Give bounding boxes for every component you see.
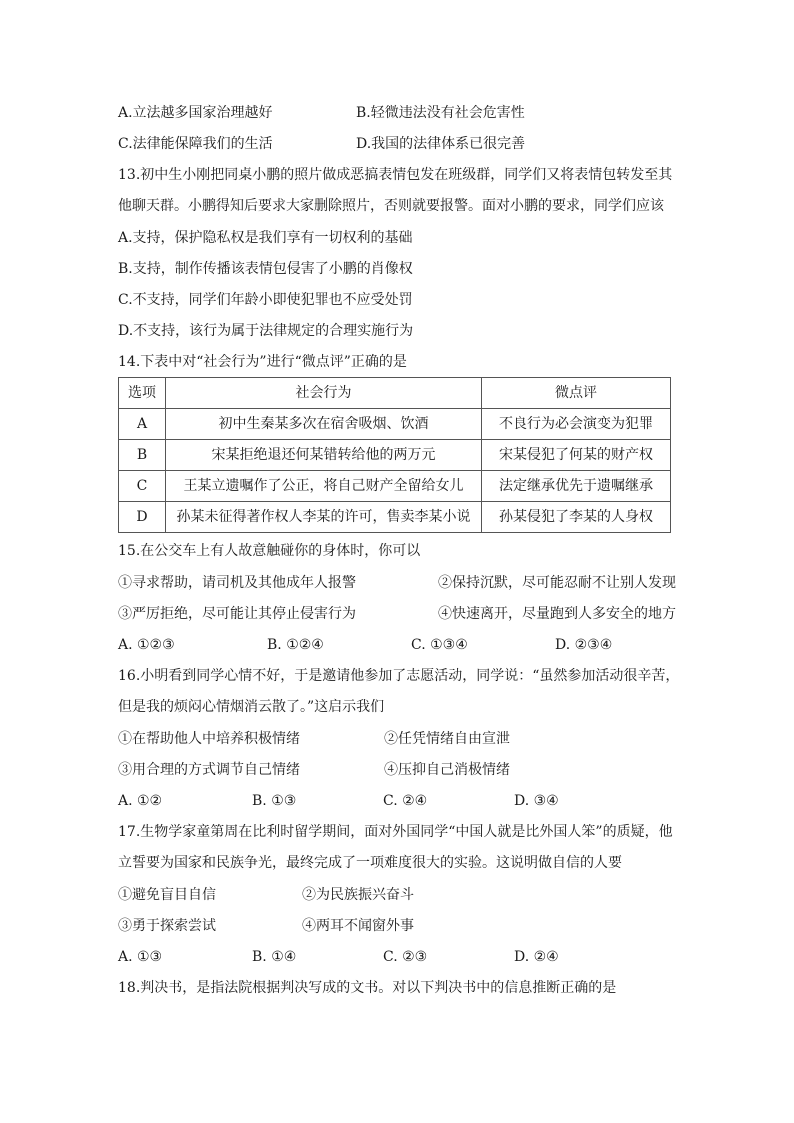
q15-stem: 15.在公交车上有人故意触碰你的身体时，你可以 xyxy=(118,543,421,559)
q17-stem-line1: 17.生物学家童第周在比利时留学期间，面对外国同学“中国人就是比外国人笨”的质疑，他 xyxy=(118,824,673,840)
q17-item-3: ③勇于探索尝试 xyxy=(118,918,216,934)
q12-option-a: A.立法越多国家治理越好 xyxy=(118,105,273,121)
table-row xyxy=(119,409,671,440)
table-row xyxy=(119,502,671,533)
q16-item-4: ④压抑自己消极情绪 xyxy=(384,762,510,778)
table-row xyxy=(119,471,671,502)
q15-item-3: ③严厉拒绝，尽可能让其停止侵害行为 xyxy=(118,606,356,622)
q18-stem: 18.判决书，是指法院根据判决写成的文书。对以下判决书中的信息推断正确的是 xyxy=(118,980,617,996)
q16-item-2: ②任凭情绪自由宣泄 xyxy=(384,731,510,747)
q13-option-d: D.不支持，该行为属于法律规定的合理实施行为 xyxy=(118,323,414,339)
q17-item-1: ①避免盲目自信 xyxy=(118,887,216,903)
q12-option-d: D.我国的法律体系已很完善 xyxy=(356,136,526,152)
table-cell: D xyxy=(119,502,166,533)
q16-option-b: B. ①③ xyxy=(252,793,297,809)
table-cell: A xyxy=(119,409,166,440)
table-cell: C xyxy=(119,471,166,502)
q12-option-b: B.轻微违法没有社会危害性 xyxy=(356,105,525,121)
q14-table xyxy=(118,377,671,533)
q16-stem-line1: 16.小明看到同学心情不好，于是邀请他参加了志愿活动，同学说：“虽然参加活动很辛苦， xyxy=(118,668,680,684)
q17-option-b: B. ①④ xyxy=(252,949,297,965)
q17-stem-line2: 立誓要为国家和民族争光，最终完成了一项难度很大的实验。这说明做自信的人要 xyxy=(118,855,622,871)
table-cell: 不良行为必会演变为犯罪 xyxy=(482,409,671,440)
q12-option-c: C.法律能保障我们的生活 xyxy=(118,136,273,152)
q17-item-4: ④两耳不闻窗外事 xyxy=(302,918,414,934)
table-header-cell: 微点评 xyxy=(482,378,671,409)
table-cell: 王某立遗嘱作了公正，将自己财产全留给女儿 xyxy=(166,471,482,502)
table-row xyxy=(119,440,671,471)
q15-option-a: A. ①②③ xyxy=(118,637,175,653)
table-cell: 宋某侵犯了何某的财产权 xyxy=(482,440,671,471)
q16-item-3: ③用合理的方式调节自己情绪 xyxy=(118,762,300,778)
q13-stem-line2: 他聊天群。小鹏得知后要求大家删除照片，否则就要报警。面对小鹏的要求，同学们应该 xyxy=(118,198,664,214)
q15-option-c: C. ①③④ xyxy=(411,637,468,653)
q13-option-a: A.支持，保护隐私权是我们享有一切权利的基础 xyxy=(118,230,413,246)
q17-option-a: A. ①③ xyxy=(118,949,163,965)
table-cell: 孙某侵犯了李某的人身权 xyxy=(482,502,671,533)
q13-option-b: B.支持，制作传播该表情包侵害了小鹏的肖像权 xyxy=(118,261,413,277)
table-header-cell: 选项 xyxy=(119,378,166,409)
table-cell: 宋某拒绝退还何某错转给他的两万元 xyxy=(166,440,482,471)
table-header-cell: 社会行为 xyxy=(166,378,482,409)
q14-stem: 14.下表中对“社会行为”进行“微点评”正确的是 xyxy=(118,354,407,370)
q17-item-2: ②为民族振兴奋斗 xyxy=(302,887,414,903)
q15-item-2: ②保持沉默，尽可能忍耐不让别人发现 xyxy=(438,575,676,591)
q17-option-c: C. ②③ xyxy=(383,949,428,965)
q13-option-c: C.不支持，同学们年龄小即使犯罪也不应受处罚 xyxy=(118,292,413,308)
q17-option-d: D. ②④ xyxy=(514,949,559,965)
q15-option-d: D. ②③④ xyxy=(555,637,613,653)
q16-option-c: C. ②④ xyxy=(383,793,428,809)
q13-stem-line1: 13.初中生小刚把同桌小鹏的照片做成恶搞表情包发在班级群，同学们又将表情包转发至其 xyxy=(118,167,673,183)
table-cell: 初中生秦某多次在宿舍吸烟、饮酒 xyxy=(166,409,482,440)
table-cell: B xyxy=(119,440,166,471)
q15-option-b: B. ①②④ xyxy=(267,637,324,653)
q15-item-4: ④快速离开，尽量跑到人多安全的地方 xyxy=(438,606,676,622)
table-cell: 法定继承优先于遗嘱继承 xyxy=(482,471,671,502)
q15-item-1: ①寻求帮助，请司机及其他成年人报警 xyxy=(118,575,356,591)
q16-option-d: D. ③④ xyxy=(514,793,559,809)
q16-item-1: ①在帮助他人中培养积极情绪 xyxy=(118,731,300,747)
table-header-row xyxy=(119,378,671,409)
q16-option-a: A. ①② xyxy=(118,793,163,809)
table-cell: 孙某未征得著作权人李某的许可，售卖李某小说 xyxy=(166,502,482,533)
q16-stem-line2: 但是我的烦闷心情烟消云散了。”这启示我们 xyxy=(118,699,385,715)
